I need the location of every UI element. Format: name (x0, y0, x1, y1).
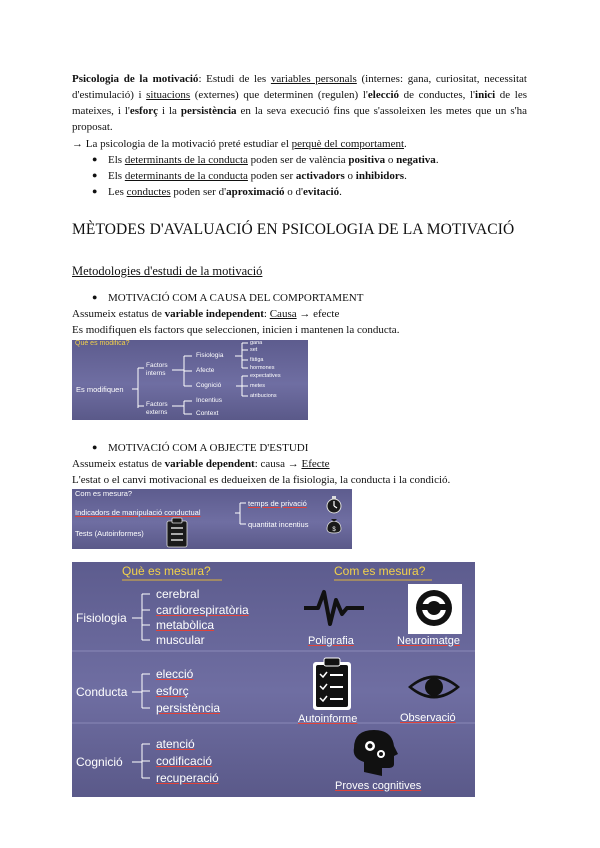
sec1-bullet: MOTIVACIÓ COM A CAUSA DEL COMPORTAMENT (108, 292, 364, 304)
section-heading: MÈTODES D'AVALUACIÓ EN PSICOLOGIA DE LA MOTIVACIÓ (72, 221, 515, 238)
list-item: Els determinants de la conducta poden ser de valència positiva o negativa. (108, 154, 439, 166)
diag3-conducta: Conducta (76, 685, 128, 699)
diagram-modifications: Què es modifica? Es modifiquen Factors interns Factors externs Fisiologia Afecte Cognició Incentius Context gana set fàtiga hormones expectatives metes atribucions (72, 340, 308, 420)
sec1-line1: Assumeix estatus de variable independent: Causa → efecte (72, 308, 340, 320)
autoinforme-label: Autoinforme (298, 713, 358, 725)
clipboard-checklist-icon (313, 658, 351, 710)
sec2-bullet: MOTIVACIÓ COM A OBJECTE D'ESTUDI (108, 442, 309, 454)
diag3-header-what: Què es mesura? (122, 564, 211, 578)
diag3-header-how: Com es mesura? (334, 564, 426, 578)
poligrafia-label: Poligrafia (308, 635, 354, 647)
eye-icon (408, 676, 460, 699)
diag1-title: Què es modifica? (75, 340, 130, 347)
stopwatch-icon (327, 496, 341, 513)
diag2-title: Com es mesura? (75, 489, 133, 498)
list-item: Les conductes poden ser d'aproximació o d'evitació. (108, 186, 342, 198)
diagram-what-how: Què es mesura? Com es mesura? Fisiologia cerebral cardiorespiratòria metabòlica muscular Conducta elecció esforç persistència Cognició atenció codificació recuperació Poligrafia Neuroimatge Autoinforme Observació Proves cognitives (72, 562, 475, 797)
arrow-line: → La psicologia de la motivació preté estudiar el perquè del comportament. (72, 138, 407, 150)
sec2-line2: L'estat o el canvi motivacional es dedueixen de la fisiologia, la conducta i la condició. (72, 474, 451, 486)
money-bag-icon (327, 519, 341, 533)
diagram-measurement: $ Com es mesura? Indicadors de manipulació conductual Tests (Autoinformes) temps de privació quantitat incentius (72, 489, 352, 549)
intro-paragraph: Psicologia de la motivació: Estudi de les variables personals (internes: gana, curiositat, necessitat d'estimulació) i situacions (externes) que determinen (regulen) l'elecció de conductes, l'inici de les mateixes, i l'esforç i la persistència en la seva execució fins que s'assoleixen les metes que un s'ha proposat. (72, 73, 528, 133)
intro-term: Psicologia de la motivació (72, 73, 199, 85)
brain-scan-icon (408, 584, 462, 634)
sec2-line1: Assumeix estatus de variable dependent: causa → Efecte (72, 458, 330, 470)
diag3-cognicio: Cognició (76, 755, 123, 769)
proves-label: Proves cognitives (335, 780, 422, 792)
svg-text:$: $ (332, 527, 336, 533)
sec1-line2: Es modifiquen els factors que seleccionen, inicien i mantenen la conducta. (72, 324, 400, 336)
pulse-icon (304, 592, 364, 624)
observacio-label: Observació (400, 712, 456, 724)
clipboard-icon (167, 518, 187, 547)
list-item: Els determinants de la conducta poden ser activadors o inhibidors. (108, 170, 407, 182)
subheading: Metodologies d'estudi de la motivació (72, 264, 263, 278)
head-gears-icon (354, 730, 398, 776)
diag3-fisiologia: Fisiologia (76, 611, 127, 625)
neuroimatge-label: Neuroimatge (397, 635, 460, 647)
